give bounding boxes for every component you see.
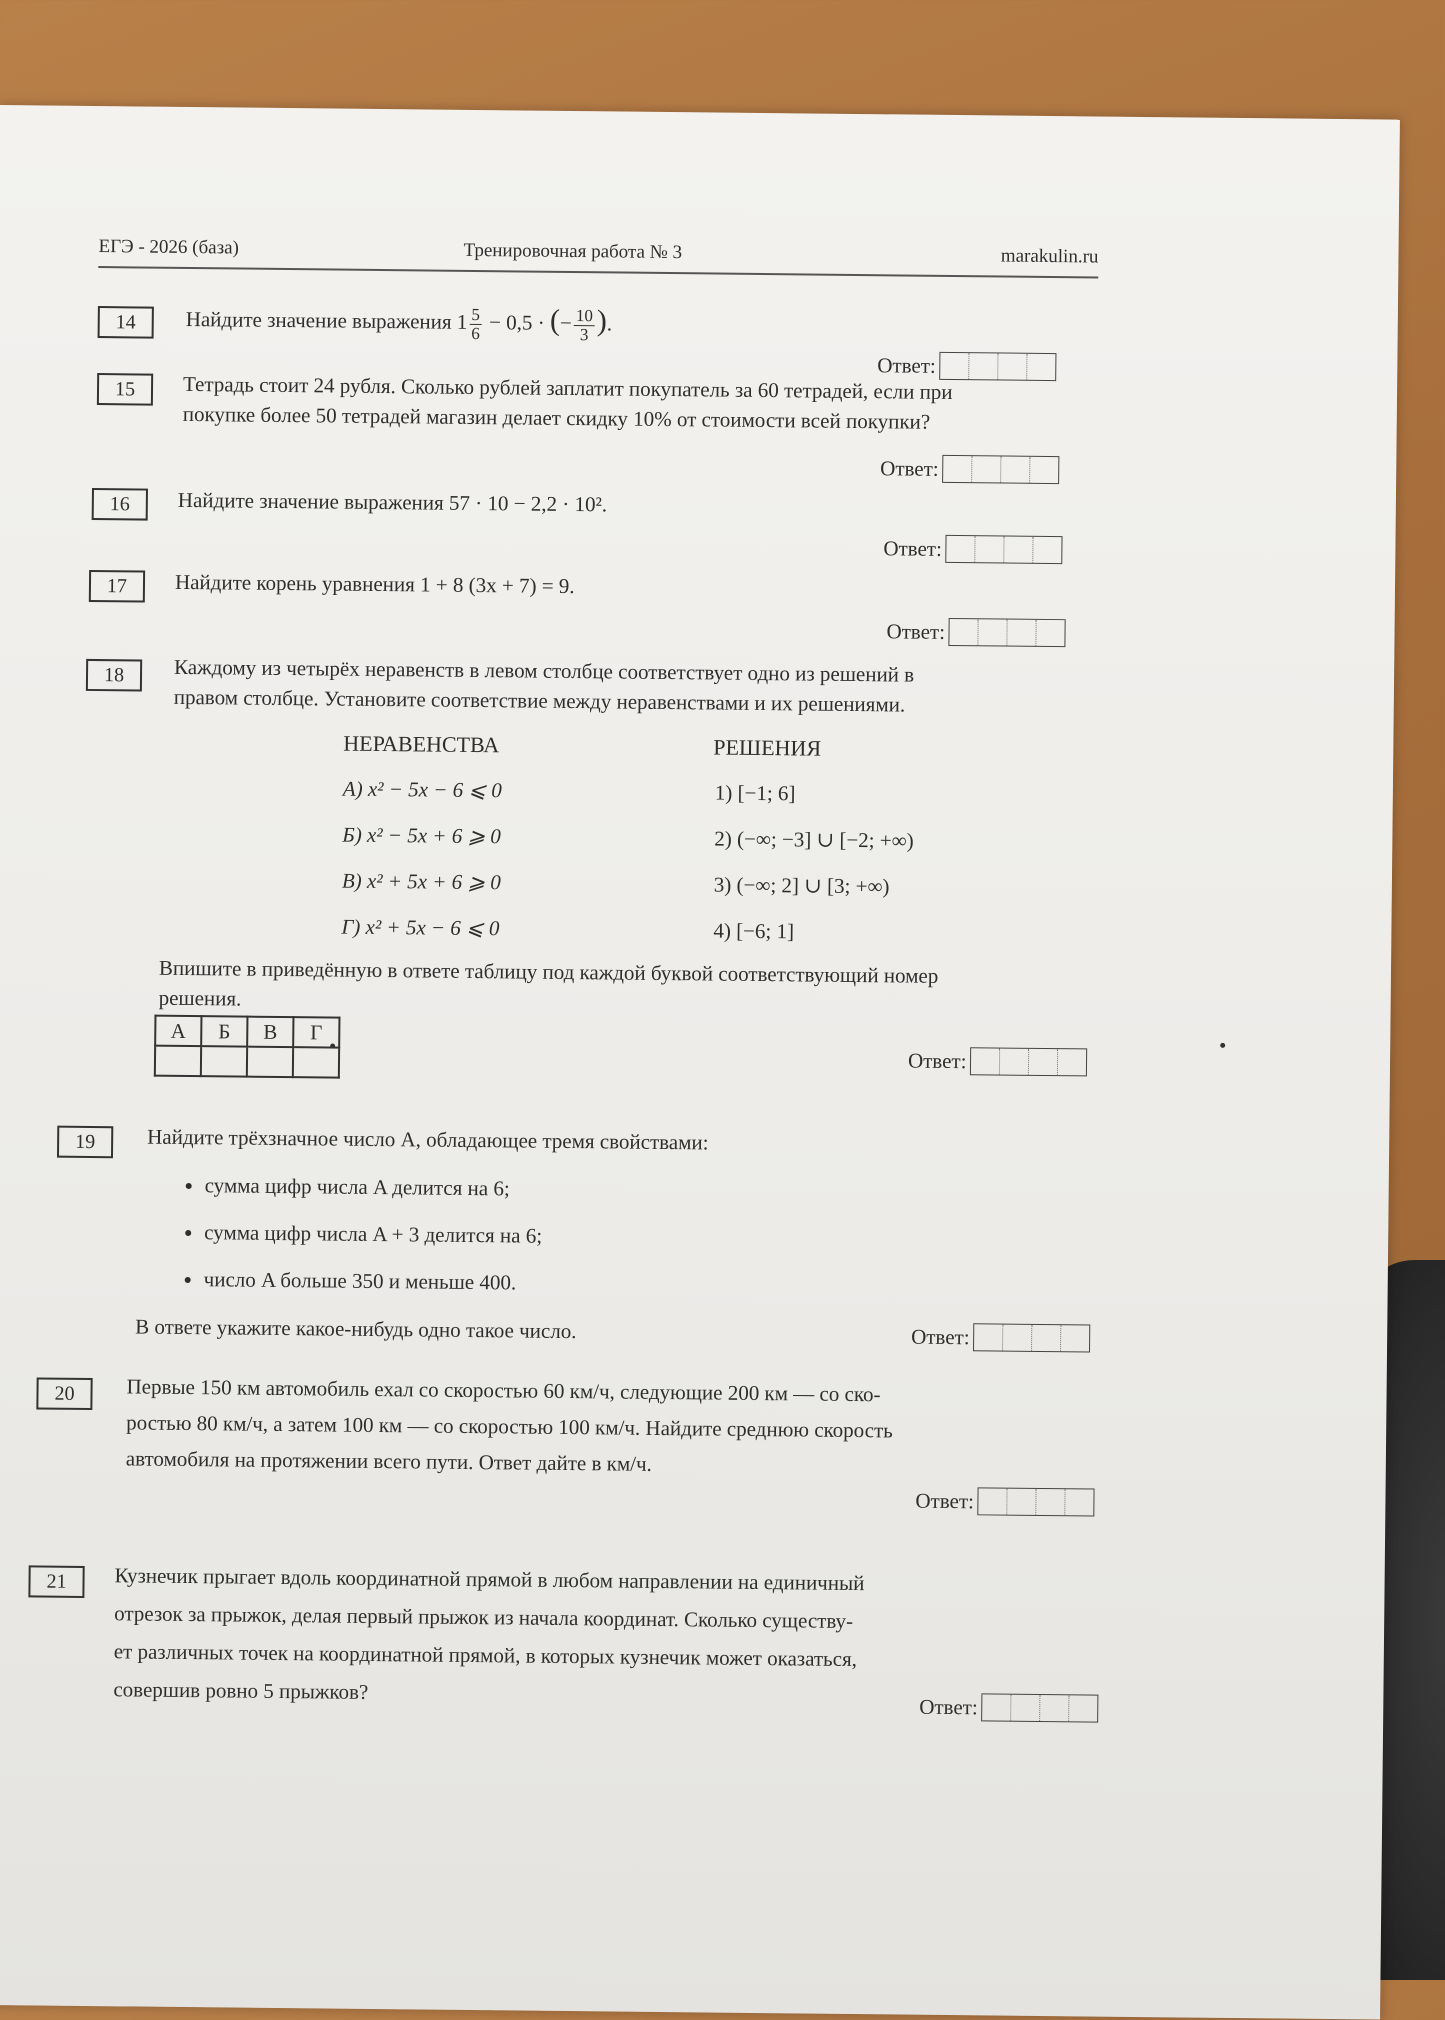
- task-18-instr-line-2: решения.: [158, 985, 242, 1011]
- task-number-18: 18: [86, 659, 142, 692]
- task-number-17: 17: [89, 570, 145, 603]
- solution-3: 3) (−∞; 2] ∪ [3; +∞): [713, 872, 890, 899]
- answer-box[interactable]: [946, 535, 1063, 564]
- task-number-15: 15: [97, 373, 153, 406]
- task-21-line-1: Кузнечик прыгает вдоль координатной прямой в любом направлении на единичный: [114, 1563, 865, 1596]
- task-number-16: 16: [92, 488, 148, 521]
- task-18-line-2: правом столбце. Установите соответствие между неравенствами и их решениями.: [173, 684, 906, 717]
- answer-field-16[interactable]: [883, 534, 1063, 564]
- answer-label: Ответ:: [877, 352, 936, 378]
- solution-1: 1) [−1; 6]: [714, 780, 796, 806]
- solution-2: 2) (−∞; −3] ∪ [−2; +∞): [714, 826, 914, 853]
- task-16-text: Найдите значение выражения 57 · 10 − 2,2 · 10².: [177, 487, 608, 517]
- table-cell-b[interactable]: [201, 1046, 247, 1076]
- task-21-line-3: ет различных точек на координатной прямой, в которых кузнечик может оказаться,: [113, 1639, 858, 1672]
- solution-4: 4) [−6; 1]: [713, 918, 795, 944]
- task-14-fraction-1: [469, 306, 482, 343]
- task-18-line-1: Каждому из четырёх неравенств в левом столбце соответствует одно из решений в: [174, 654, 915, 687]
- task-14-mid: − 0,5 ·: [483, 310, 551, 335]
- answer-field-17[interactable]: [886, 617, 1066, 647]
- ink-speck: [330, 1044, 335, 1049]
- task-15-line-1: Тетрадь стоит 24 рубля. Сколько рублей заплатит покупатель за 60 тетрадей, если при: [182, 371, 953, 404]
- header-site: marakulin.ru: [1000, 245, 1099, 268]
- table-cell-g[interactable]: [293, 1047, 339, 1077]
- inequality-a: А) x² − 5x − 6 ⩽ 0: [342, 776, 502, 803]
- task-20-text: [126, 1368, 894, 1484]
- answer-label: Ответ:: [886, 618, 946, 644]
- answer-label: Ответ:: [880, 455, 939, 481]
- property-3: • число A больше 350 и меньше 400.: [204, 1267, 542, 1296]
- table-header-g: Г: [293, 1017, 339, 1047]
- answer-field-20[interactable]: [915, 1487, 1095, 1517]
- task-19-footer: В ответе укажите какое-нибудь одно такое число.: [135, 1314, 577, 1344]
- matching-answer-table: [154, 1015, 341, 1079]
- header-work-title: Тренировочная работа № 3: [463, 239, 683, 264]
- answer-box[interactable]: [970, 1047, 1087, 1076]
- answer-box[interactable]: [940, 352, 1057, 381]
- table-header-v: В: [247, 1017, 293, 1047]
- ink-speck: [1220, 1043, 1225, 1048]
- task-number-14: 14: [98, 306, 154, 339]
- inequality-g: Г) x² + 5x − 6 ⩽ 0: [341, 914, 500, 941]
- task-19-properties: [173, 1173, 542, 1318]
- task-14-den-2: 3: [579, 324, 589, 344]
- table-cell-a[interactable]: [155, 1046, 201, 1076]
- task-19-text: Найдите трёхзначное число A, обладающее тремя свойствами:: [147, 1124, 709, 1155]
- property-2: • сумма цифр числа A + 3 делится на 6;: [204, 1220, 542, 1249]
- table-cell-v[interactable]: [247, 1047, 293, 1077]
- task-14-num-1: 5: [469, 306, 482, 325]
- page-header: [98, 236, 1098, 278]
- header-exam-name: ЕГЭ - 2026 (база): [98, 236, 240, 259]
- answer-label: Ответ:: [911, 1324, 970, 1349]
- task-number-20: 20: [36, 1377, 92, 1410]
- task-21-line-2: отрезок за прыжок, делая первый прыжок из начала координат. Сколько существу-: [114, 1601, 854, 1634]
- answer-field-19[interactable]: [911, 1323, 1091, 1353]
- task-14-fraction-2: [574, 307, 595, 344]
- inequality-v: В) x² + 5x + 6 ⩾ 0: [341, 868, 501, 895]
- task-15-text: [183, 369, 953, 437]
- task-14-num-2: 10: [574, 307, 595, 326]
- inequalities-heading: НЕРАВЕНСТВА: [343, 730, 500, 758]
- task-14-text: Найдите значение выражения 1 $\frac{5}{6}$ − 0,5 · (− $\frac{10}{3}$ ).: [185, 303, 613, 344]
- answer-box[interactable]: [973, 1323, 1090, 1352]
- answer-box[interactable]: [982, 1693, 1099, 1722]
- task-number-21: 21: [28, 1565, 84, 1598]
- task-20-line-2: ростью 80 км/ч, а затем 100 км — со скоростью 100 км/ч. Найдите среднюю скорость: [126, 1410, 893, 1443]
- task-14-den-1: 6: [471, 323, 480, 343]
- task-21-line-4: совершив ровно 5 прыжков?: [113, 1677, 369, 1704]
- table-header-a: А: [155, 1016, 201, 1046]
- answer-box[interactable]: [943, 455, 1060, 484]
- answer-field-15[interactable]: [880, 454, 1060, 484]
- task-20-line-3: автомобиля на протяжении всего пути. Ответ дайте в км/ч.: [125, 1446, 652, 1476]
- task-18-instructions: [159, 953, 939, 1021]
- table-header-b: Б: [201, 1016, 247, 1046]
- task-15-line-2: покупке более 50 тетрадей магазин делает скидку 10% от стоимости всей покупки?: [182, 401, 931, 434]
- answer-box[interactable]: [949, 618, 1066, 647]
- answer-label: Ответ:: [883, 535, 943, 561]
- task-18-text: [174, 652, 915, 720]
- exam-sheet: [0, 105, 1400, 2020]
- answer-box[interactable]: [978, 1487, 1095, 1516]
- answer-label: Ответ:: [915, 1488, 975, 1513]
- answer-field-21[interactable]: [919, 1693, 1099, 1723]
- answer-label: Ответ:: [907, 1048, 967, 1073]
- task-14-whole: 1: [456, 309, 468, 334]
- task-18-instr-line-1: Впишите в приведённую в ответе таблицу под каждой буквой соответствующий номер: [158, 955, 939, 988]
- property-1: • сумма цифр числа A делится на 6;: [205, 1173, 543, 1202]
- solutions-heading: РЕШЕНИЯ: [713, 734, 822, 761]
- task-14-prompt: Найдите значение выражения: [185, 306, 452, 334]
- task-number-19: 19: [57, 1126, 113, 1159]
- task-17-text: Найдите корень уравнения 1 + 8 (3x + 7) = 9.: [174, 569, 575, 599]
- task-20-line-1: Первые 150 км автомобиль ехал со скоростью 60 км/ч, следующие 200 км — со ско-: [126, 1374, 881, 1407]
- answer-field-18[interactable]: [908, 1047, 1088, 1077]
- answer-label: Ответ:: [919, 1694, 978, 1719]
- inequality-b: Б) x² − 5x + 6 ⩾ 0: [342, 822, 502, 849]
- task-21-text: [113, 1556, 864, 1716]
